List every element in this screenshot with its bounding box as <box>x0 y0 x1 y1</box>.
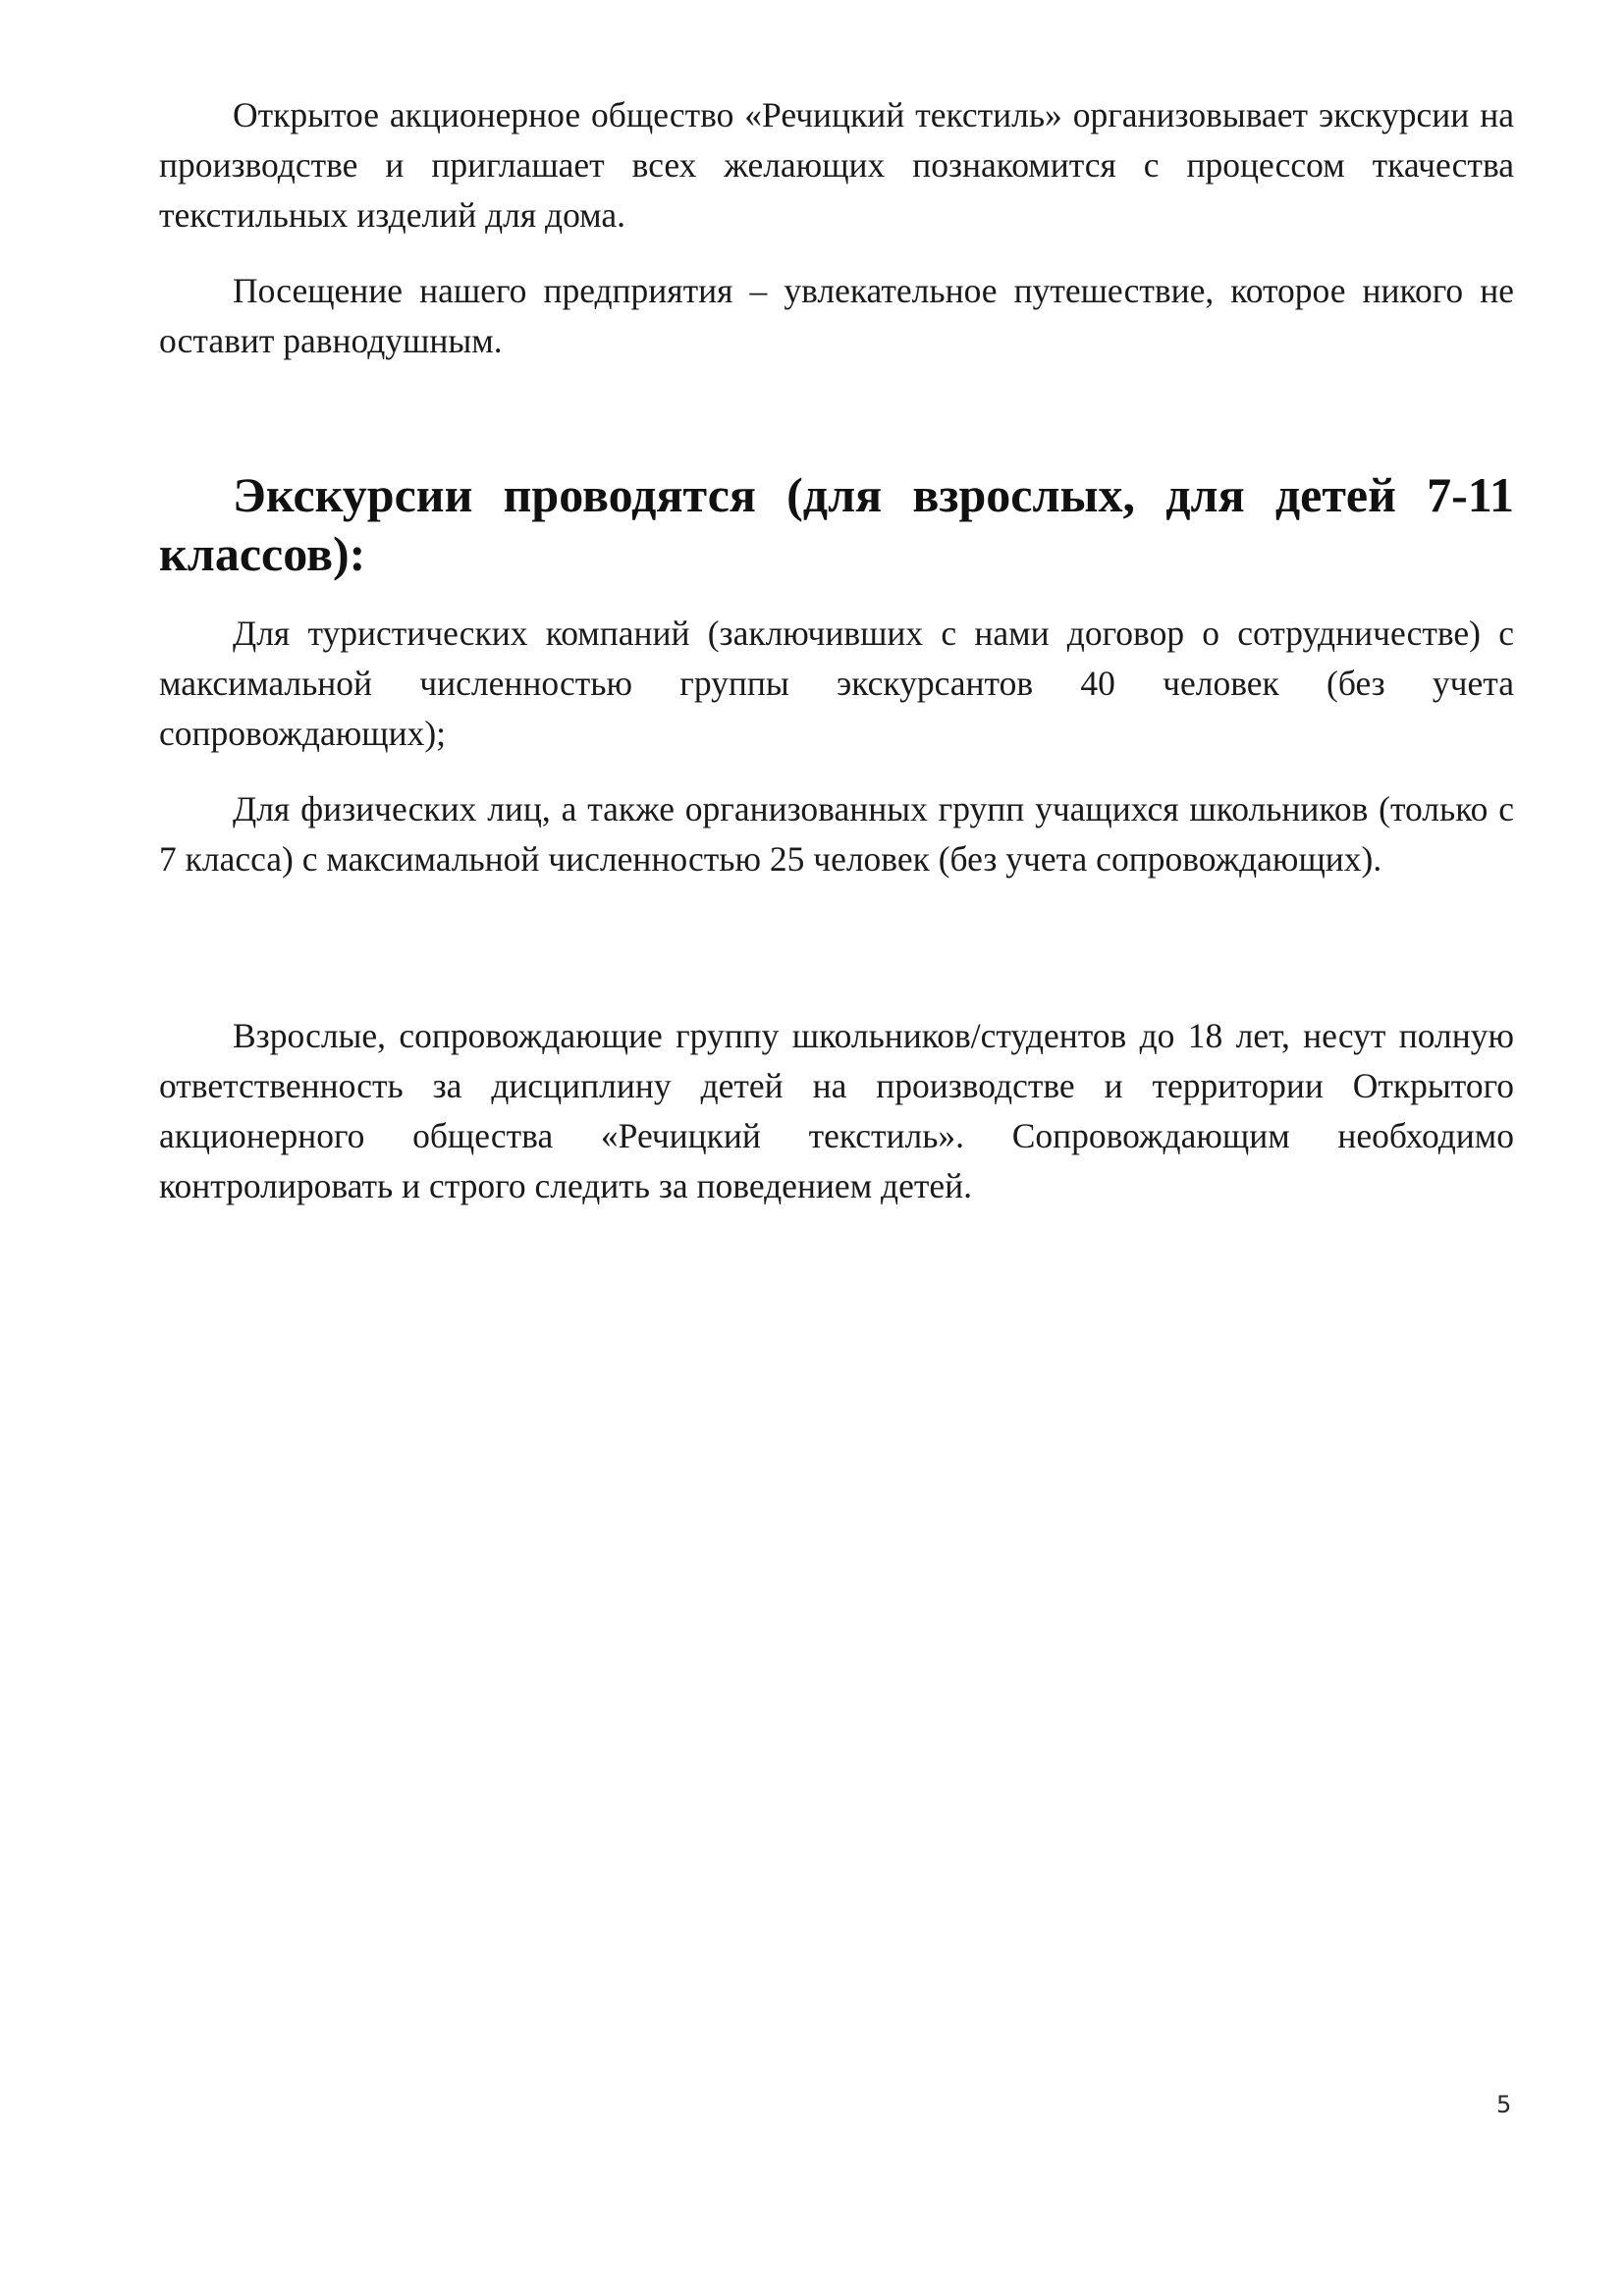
excursions-heading: Экскурсии проводятся (для взрослых, для детей 7-11 классов): <box>159 467 1514 581</box>
visit-paragraph: Посещение нашего предприятия – увлекательное путешествие, которое никого не оставит равнодушным. <box>159 271 1514 360</box>
intro-paragraph: Открытое акционерное общество «Речицкий текстиль» организовывает экскурсии на производстве и приглашает всех желающих познакомится с процессом ткачества текстильных изделий для дома. <box>159 95 1514 235</box>
page-number: 5 <box>1496 2091 1512 2118</box>
tour-companies-paragraph: Для туристических компаний (заключивших с нами договор о сотрудничестве) с максимальной численностью группы экскурсантов 40 человек (без учета сопровождающих); <box>159 614 1514 753</box>
individuals-paragraph: Для физических лиц, а также организованных групп учащихся школьников (только с 7 класса) с максимальной численностью 25 человек (без учета сопровождающих). <box>159 789 1514 879</box>
document-body <box>159 90 1514 1211</box>
responsibility-paragraph: Взрослые, сопровождающие группу школьников/студентов до 18 лет, несут полную ответственность за дисциплину детей на производстве и территории Открытого акционерного общества «Речицкий текстиль». Сопровождающим необходимо контролировать и строго следить за поведением детей. <box>159 1016 1514 1205</box>
